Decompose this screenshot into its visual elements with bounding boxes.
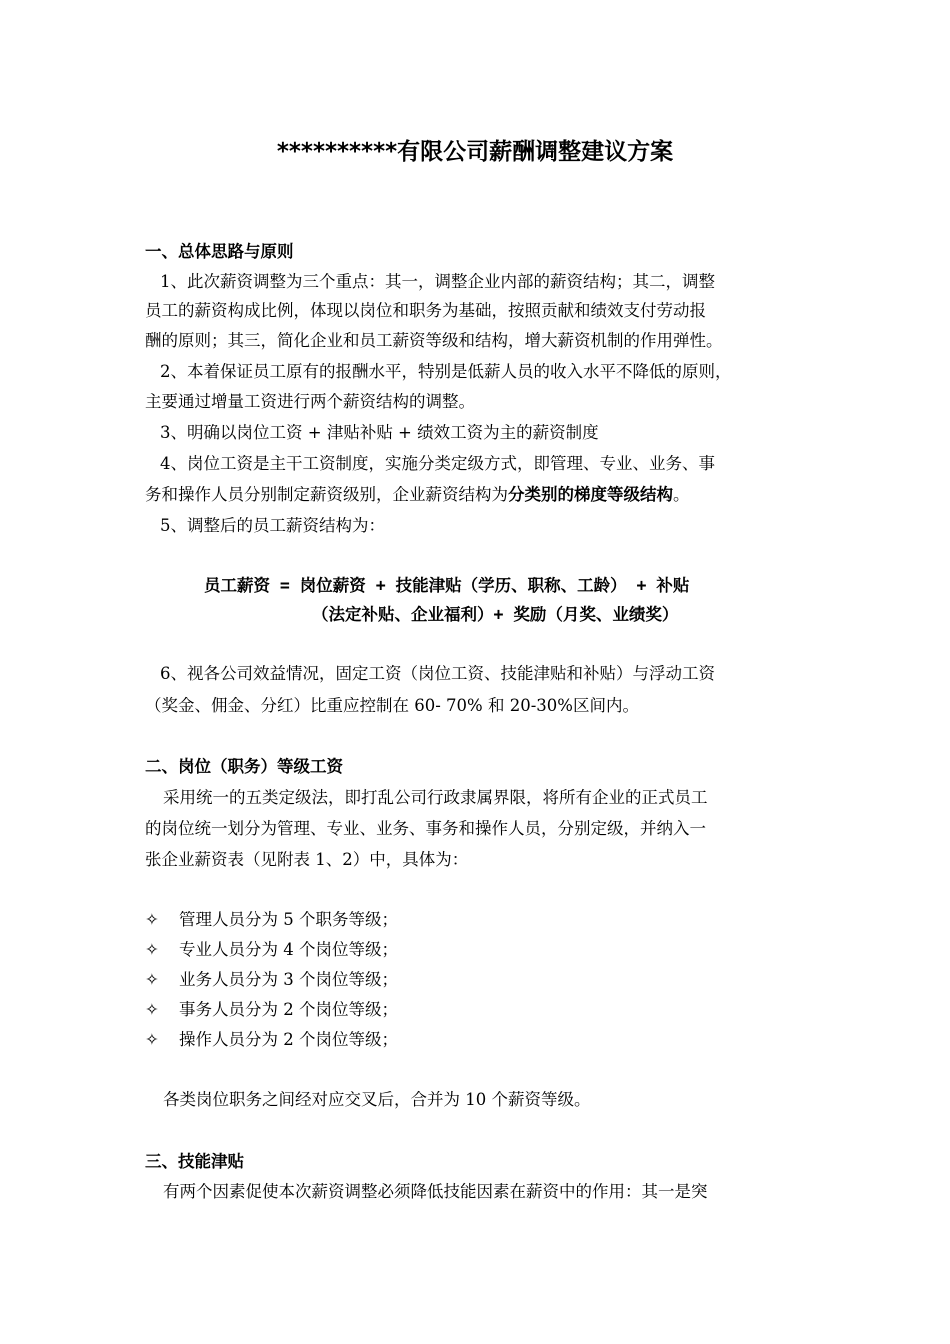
- salary-formula-line-2: （法定补贴、企业福利）+ 奖励（月奖、业绩奖）: [312, 605, 679, 624]
- diamond-bullet-icon: ✧: [145, 910, 159, 929]
- salary-formula-line-1: 员工薪资 = 岗位薪资 + 技能津贴（学历、职称、工龄） + 补贴: [204, 576, 690, 595]
- list-item: [145, 936, 398, 960]
- paragraph-line: 张企业薪资表（见附表 1、2）中，具体为：: [145, 850, 469, 869]
- paragraph-text: 。: [673, 485, 690, 504]
- paragraph-text: 务和操作人员分别制定薪资级别，企业薪资结构为: [145, 485, 508, 504]
- paragraph-line: 4、岗位工资是主干工资制度，实施分类定级方式，即管理、专业、业务、事: [160, 454, 715, 473]
- paragraph-line: [145, 481, 690, 505]
- list-item: [145, 996, 398, 1020]
- paragraph-line: 的岗位统一划分为管理、专业、业务、事务和操作人员，分别定级，并纳入一: [145, 819, 706, 838]
- paragraph-line: 有两个因素促使本次薪资调整必须降低技能因素在薪资中的作用：其一是突: [163, 1182, 708, 1201]
- section-2-heading: 二、岗位（职务）等级工资: [145, 757, 343, 776]
- list-item-text: 管理人员分为 5 个职务等级；: [179, 910, 398, 929]
- diamond-bullet-icon: ✧: [145, 940, 159, 959]
- paragraph-line: 5、调整后的员工薪资结构为：: [160, 516, 385, 535]
- paragraph-line: 2、本着保证员工原有的报酬水平，特别是低薪人员的收入水平不降低的原则，: [160, 362, 732, 381]
- diamond-bullet-icon: ✧: [145, 1000, 159, 1019]
- list-item-text: 操作人员分为 2 个岗位等级；: [179, 1030, 398, 1049]
- bold-emphasis: 分类别的梯度等级结构: [508, 485, 673, 504]
- paragraph-line: 员工的薪资构成比例，体现以岗位和职务为基础，按照贡献和绩效支付劳动报: [145, 301, 706, 320]
- list-item-text: 专业人员分为 4 个岗位等级；: [179, 940, 398, 959]
- paragraph-line: 1、此次薪资调整为三个重点：其一，调整企业内部的薪资结构；其二，调整: [160, 272, 715, 291]
- section-1-heading: 一、总体思路与原则: [145, 242, 294, 261]
- document-title: **********有限公司薪酬调整建议方案: [276, 139, 674, 165]
- list-item-text: 事务人员分为 2 个岗位等级；: [179, 1000, 398, 1019]
- paragraph-line: 采用统一的五类定级法，即打乱公司行政隶属界限，将所有企业的正式员工: [163, 788, 708, 807]
- diamond-bullet-icon: ✧: [145, 1030, 159, 1049]
- paragraph-line: 3、明确以岗位工资 + 津贴补贴 + 绩效工资为主的薪资制度: [160, 423, 599, 442]
- list-item: [145, 1026, 398, 1050]
- list-item: [145, 966, 398, 990]
- paragraph-line: 酬的原则；其三，简化企业和员工薪资等级和结构，增大薪资机制的作用弹性。: [145, 331, 723, 350]
- paragraph-line: 主要通过增量工资进行两个薪资结构的调整。: [145, 392, 475, 411]
- paragraph-line: 6、视各公司效益情况，固定工资（岗位工资、技能津贴和补贴）与浮动工资: [160, 664, 715, 683]
- paragraph-line: （奖金、佣金、分红）比重应控制在 60- 70% 和 20-30%区间内。: [145, 696, 639, 715]
- list-item: [145, 906, 398, 930]
- diamond-bullet-icon: ✧: [145, 970, 159, 989]
- section-3-heading: 三、技能津贴: [145, 1152, 244, 1171]
- list-item-text: 业务人员分为 3 个岗位等级；: [179, 970, 398, 989]
- paragraph-line: 各类岗位职务之间经对应交叉后，合并为 10 个薪资等级。: [163, 1090, 591, 1109]
